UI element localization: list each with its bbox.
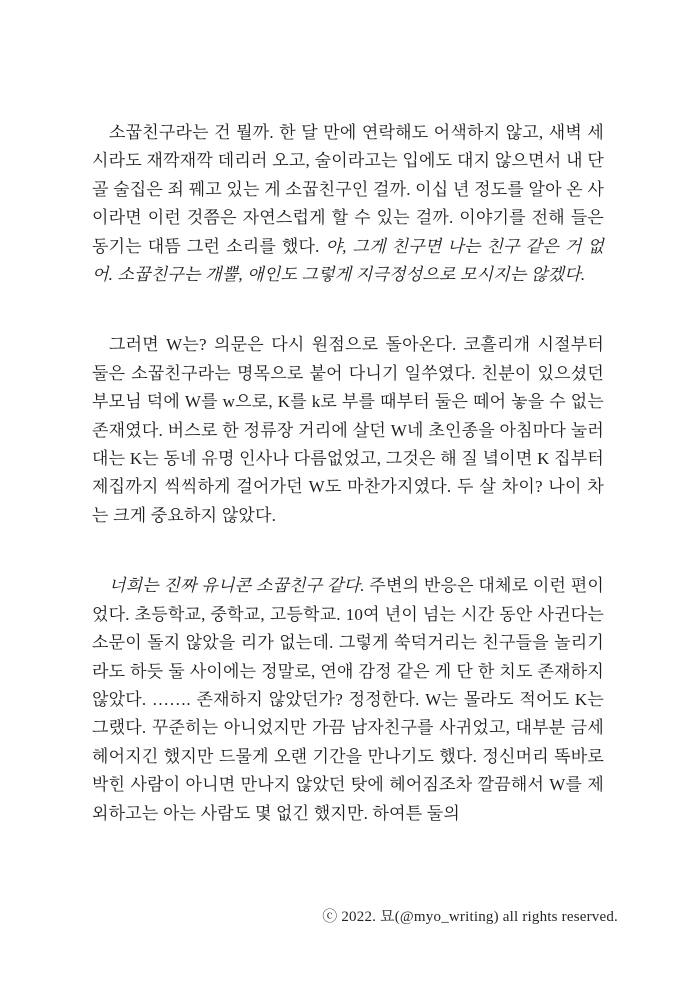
paragraph-2-text: 그러면 W는? 의문은 다시 원점으로 돌아온다. 코흘리개 시절부터 둘은 소꿉친구라는 명목으로 붙어 다니기 일쑤였다. 친분이 있으셨던 부모님 덕에 W를 w으로, K를 k로 부를 때부터 둘은 떼어 놓을 수 없는 존재였다. 버스로 한 정류장 거리에 살던 W네 초인종을 아침마다 눌러 대는 K는 동네 유명 인사나 다름없었고, 그것은 해 질 녘이면 K 집부터 제집까지 씩씩하게 걸어가던 W도 마찬가지였다. 두 살 차이? 나이 차는 크게 중요하지 않았다.	[92, 335, 604, 525]
paragraph-3-italic-quote: 너희는 진짜 유니콘 소꿉친구 같다.	[109, 576, 365, 596]
paragraph-3	[92, 572, 604, 828]
paragraph-3-text: 주변의 반응은 대체로 이런 편이었다. 초등학교, 중학교, 고등학교. 10여 년이 넘는 시간 동안 사귄다는 소문이 돌지 않았을 리가 없는데. 그렇게 쑥덕거리는 친구들을 놀리기라도 하듯 둘 사이에는 정말로, 연애 감정 같은 게 단 한 치도 존재하지 않았다. ……. 존재하지 않았던가? 정정한다. W는 몰라도 적어도 K는 그랬다. 꾸준히는 아니었지만 가끔 남자친구를 사귀었고, 대부분 금세 헤어지긴 했지만 드물게 오랜 기간을 만나기도 했다. 정신머리 똑바로 박힌 사람이 아니면 만나지 않았던 탓에 헤어짐조차 깔끔해서 W를 제외하고는 아는 사람도 몇 없긴 했지만. 하여튼 둘의	[92, 576, 604, 823]
paragraph-1-italic-quote: 야, 그게 친구면 나는 친구 같은 거 없어. 소꿉친구는 개뿔, 애인도 그렇게 지극정성으로 모시지는 않겠다.	[92, 236, 604, 285]
copyright-footer: ⓒ 2022. 묘(@myo_writing) all rights reserved.	[322, 909, 618, 925]
paragraph-2	[92, 331, 604, 530]
paragraph-1	[92, 119, 604, 289]
paragraph-1-text: 소꿉친구라는 건 뭘까. 한 달 만에 연락해도 어색하지 않고, 새벽 세 시라도 재깍재깍 데리러 오고, 술이라고는 입에도 대지 않으면서 내 단골 술집은 죄 꿰고 있는 게 소꿉친구인 걸까. 이십 년 정도를 알아 온 사이라면 이런 것쯤은 자연스럽게 할 수 있는 걸까. 이야기를 전해 들은 동기는 대뜸 그런 소리를 했다.	[92, 123, 604, 256]
